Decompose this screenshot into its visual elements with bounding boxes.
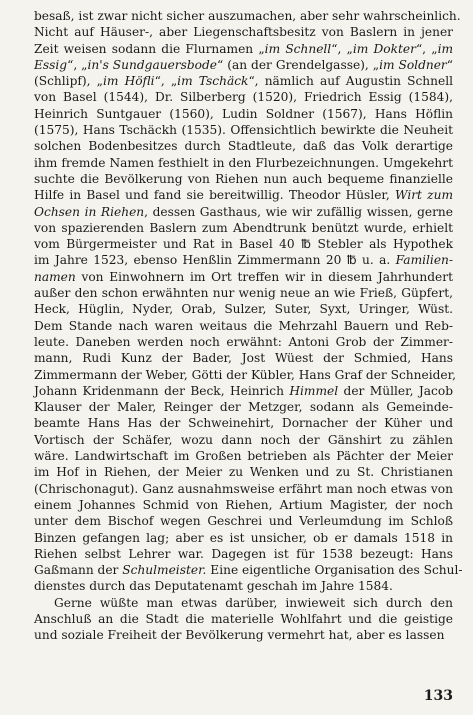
text-line: suchte die Bevölkerung von Riehen nun auch bequeme finanzielle: [34, 171, 453, 186]
text-line: Anschluß an die Stadt die materielle Wohlfahrt und die geistige: [34, 611, 453, 626]
text-line: Klauser der Maler, Reinger der Metzger, sodann als Gemeinde-: [34, 400, 453, 415]
text-line: Dem Stande nach waren weitaus die Mehrzahl Bauern und Reb-: [34, 318, 453, 333]
text-line: einem Johannes Schmid von Riehen, Artium Magister, der noch: [34, 497, 453, 512]
paragraph-2: [34, 595, 453, 644]
text-line: vom Bürgermeister und Rat in Basel 40 ℔ Stebler als Hypothek: [34, 237, 453, 252]
text-line: Zeit weisen sodann die Flurnamen „im Schnell“, „im Dokter“, „im: [34, 41, 454, 56]
text-line: (1575), Hans Tschäckh (1535). Offensichtlich bewirkte die Neuheit: [34, 123, 453, 138]
text-line: von Basel (1544), Dr. Silberberg (1520), Friedrich Essig (1584),: [34, 90, 453, 105]
text-line: unter dem Bischof wegen Geschrei und Verleumdung im Schloß: [34, 514, 453, 529]
text-line: Nicht auf Häuser-, aber Liegenschaftsbesitz von Baslern in jener: [34, 25, 453, 40]
text-line: Vortisch der Schäfer, wozu dann noch der Gänshirt zu zählen: [34, 432, 453, 447]
body-text: [34, 8, 463, 644]
text-line: Hilfe in Basel und fand sie bereitwillig. Theodor Hüsler, Wirt zum: [34, 188, 453, 203]
text-line: ihm fremde Namen festhielt in den Flurbezeichnungen. Umgekehrt: [34, 155, 453, 170]
text-line: Heck, Hüglin, Nyder, Orab, Sulzer, Suter, Syxt, Uringer, Wüst.: [34, 302, 453, 317]
text-line: Ochsen in Riehen, dessen Gasthaus, wie wir zufällig wissen, gerne: [34, 204, 453, 219]
text-line: und soziale Freiheit der Bevölkerung vermehrt hat, aber es lassen: [34, 628, 445, 643]
text-line: Essig“, „in's Sundgauersbode“ (an der Grendelgasse), „im Soldner“: [34, 57, 453, 72]
text-line: Heinrich Suntgauer (1560), Ludin Soldner (1567), Hans Höflin: [34, 106, 453, 121]
paragraph-1: [34, 8, 463, 595]
text-line: im Jahre 1523, ebenso Henßlin Zimmermann 20 ℔ u. a. Familien-: [34, 253, 453, 268]
text-line: Gerne wüßte man etwas darüber, inwieweit sich durch den: [54, 595, 453, 610]
text-line: namen von Einwohnern im Ort treffen wir in diesem Jahrhundert: [34, 269, 453, 284]
text-line: (Schlipf), „im Höfli“, „im Tschäck“, nämlich auf Augustin Schnell: [34, 74, 453, 89]
text-line: besaß, ist zwar nicht sicher auszumachen, aber sehr wahrscheinlich.: [34, 9, 461, 23]
text-line: Zimmermann der Weber, Götti der Kübler, Hans Graf der Schneider,: [34, 367, 456, 382]
text-line: wäre. Landwirtschaft im Großen betrieben als Pächter der Meier: [34, 449, 453, 464]
text-line: beamte Hans Has der Schweinehirt, Dornacher der Küher und: [34, 416, 453, 431]
text-line: Johann Kridenmann der Beck, Heinrich Himmel der Müller, Jacob: [34, 383, 453, 398]
text-line: Riehen selbst Lehrer war. Dagegen ist für 1538 bezeugt: Hans: [34, 546, 453, 561]
text-line: solchen Bodenbesitzes durch Stadtleute, daß das Volk derartige: [34, 139, 453, 154]
text-line: Gaßmann der Schulmeister. Eine eigentliche Organisation des Schul-: [34, 563, 463, 578]
text-line: von spazierenden Baslern zum Abendtrunk benützt wurde, erhielt: [34, 220, 453, 235]
text-line: Binzen gefangen lag; aber es ist unsicher, ob er damals 1518 in: [34, 530, 453, 545]
text-line: leute. Daneben werden noch erwähnt: Antoni Grob der Zimmer-: [34, 334, 453, 349]
page-number: 133: [423, 688, 453, 704]
text-line: (Chrischonagut). Ganz ausnahmsweise erfährt man noch etwas von: [34, 481, 453, 496]
text-line: dienstes durch das Deputatenamt geschah im Jahre 1584.: [34, 579, 393, 594]
text-line: außer den schon erwähnten nur wenig neue an wie Frieß, Güpfert,: [34, 286, 453, 301]
text-line: im Hof in Riehen, der Meier zu Wenken und zu St. Christianen: [34, 465, 453, 480]
text-line: mann, Rudi Kunz der Bader, Jost Wüest der Schmied, Hans: [34, 351, 453, 366]
